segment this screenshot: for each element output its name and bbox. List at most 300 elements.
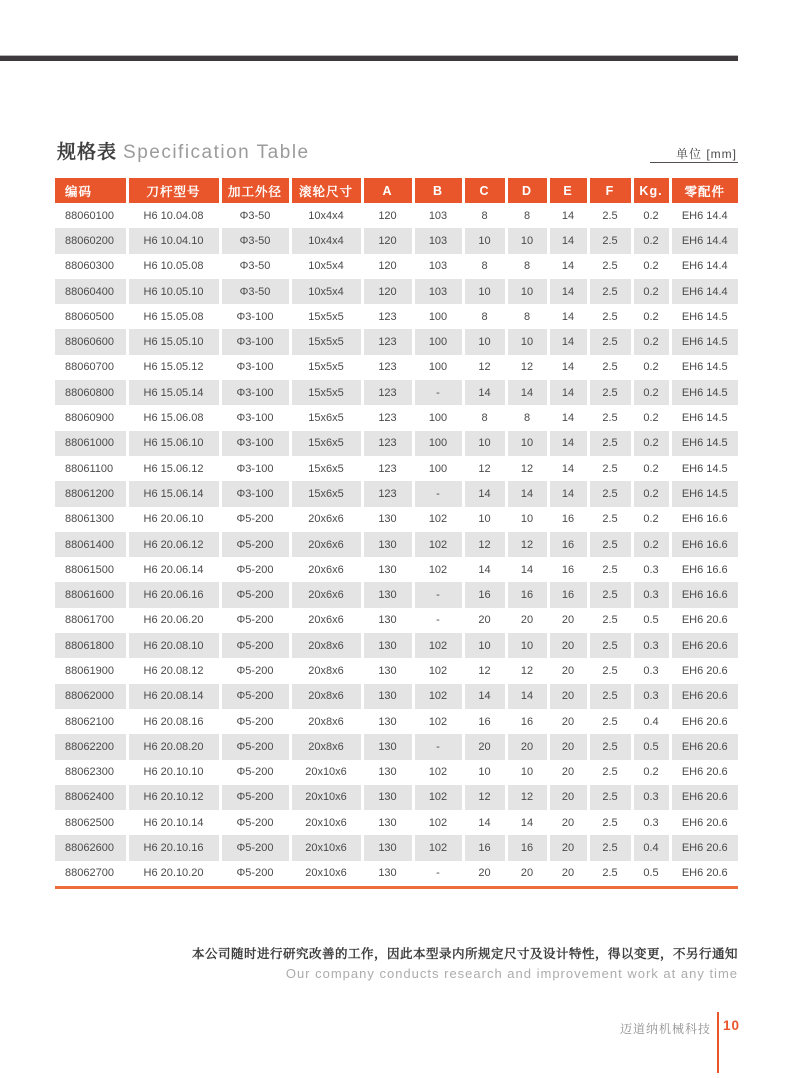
table-cell: 130 xyxy=(362,658,413,683)
table-cell: H6 20.08.20 xyxy=(127,734,220,759)
table-cell: 88061000 xyxy=(55,431,127,456)
table-cell: 100 xyxy=(413,456,463,481)
disclaimer xyxy=(192,944,738,981)
table-cell: Φ5-200 xyxy=(220,785,290,810)
table-cell: 0.2 xyxy=(632,405,670,430)
table-row xyxy=(55,481,738,506)
table-cell: 130 xyxy=(362,557,413,582)
table-cell: Φ3-50 xyxy=(220,279,290,304)
table-cell: 14 xyxy=(463,557,506,582)
table-cell: 12 xyxy=(463,355,506,380)
table-row xyxy=(55,810,738,835)
table-cell: 0.2 xyxy=(632,203,670,228)
table-cell: EH6 14.4 xyxy=(670,228,738,253)
table-cell: 0.4 xyxy=(632,709,670,734)
table-cell: 20 xyxy=(548,760,588,785)
table-cell: 0.2 xyxy=(632,760,670,785)
spec-table xyxy=(55,178,738,886)
table-cell: 10x4x4 xyxy=(290,228,362,253)
table-cell: H6 20.10.16 xyxy=(127,835,220,860)
table-cell: 2.5 xyxy=(588,633,632,658)
table-row xyxy=(55,532,738,557)
table-cell: 130 xyxy=(362,734,413,759)
table-cell: 16 xyxy=(463,582,506,607)
disclaimer-en: Our company conducts research and improvement work at any time xyxy=(285,966,738,981)
table-cell: H6 10.05.10 xyxy=(127,279,220,304)
table-cell: 10 xyxy=(463,431,506,456)
table-cell: 0.3 xyxy=(632,785,670,810)
table-cell: 2.5 xyxy=(588,456,632,481)
table-cell: H6 20.06.10 xyxy=(127,507,220,532)
table-cell: 0.2 xyxy=(632,380,670,405)
table-cell: 20 xyxy=(548,658,588,683)
table-cell: Φ5-200 xyxy=(220,734,290,759)
table-cell: 103 xyxy=(413,203,463,228)
table-cell: 102 xyxy=(413,760,463,785)
table-cell: 16 xyxy=(548,507,588,532)
table-cell: 20x6x6 xyxy=(290,557,362,582)
table-cell: H6 20.10.14 xyxy=(127,810,220,835)
table-cell: 2.5 xyxy=(588,532,632,557)
table-cell: 10x5x4 xyxy=(290,254,362,279)
table-cell: Φ5-200 xyxy=(220,633,290,658)
table-cell: 20 xyxy=(463,861,506,886)
table-cell: 20x8x6 xyxy=(290,684,362,709)
table-cell: 100 xyxy=(413,304,463,329)
table-cell: Φ3-50 xyxy=(220,254,290,279)
table-cell: H6 15.05.10 xyxy=(127,329,220,354)
table-cell: EH6 20.6 xyxy=(681,715,728,728)
table-cell: 100 xyxy=(413,329,463,354)
table-cell: 14 xyxy=(506,481,548,506)
table-cell: 20x10x6 xyxy=(290,785,362,810)
table-row xyxy=(55,456,738,481)
table-cell: EH6 14.5 xyxy=(670,380,738,405)
table-cell: H6 20.08.16 xyxy=(127,709,220,734)
table-cell: 14 xyxy=(548,254,588,279)
table-cell: 88061500 xyxy=(55,557,127,582)
table-cell: 123 xyxy=(362,431,413,456)
table-cell: 103 xyxy=(413,279,463,304)
table-cell: 20 xyxy=(548,734,588,759)
table-cell: 14 xyxy=(463,684,506,709)
table-cell: 2.5 xyxy=(588,810,632,835)
table-cell: 12 xyxy=(463,658,506,683)
table-cell: 20 xyxy=(506,608,548,633)
table-cell: 16 xyxy=(506,835,548,860)
table-cell: 16 xyxy=(506,709,548,734)
table-cell: 2.5 xyxy=(588,405,632,430)
table-cell: 0.2 xyxy=(632,507,670,532)
table-cell: EH6 14.4 xyxy=(681,209,728,222)
table-cell: 88061700 xyxy=(55,608,127,633)
table-cell: 14 xyxy=(548,355,588,380)
table-cell: 0.4 xyxy=(632,835,670,860)
table-cell: 88060100 xyxy=(55,203,127,228)
table-cell: 0.3 xyxy=(632,557,670,582)
table-cell: 2.5 xyxy=(588,684,632,709)
table-row xyxy=(55,734,738,759)
table-cell: 16 xyxy=(548,557,588,582)
table-cell: 20x6x6 xyxy=(290,507,362,532)
table-cell: 20 xyxy=(506,861,548,886)
table-cell: - xyxy=(413,861,463,886)
table-cell: Φ5-200 xyxy=(220,532,290,557)
table-cell: 14 xyxy=(548,481,588,506)
table-cell: 10 xyxy=(463,279,506,304)
table-cell: 100 xyxy=(413,355,463,380)
table-cell: 123 xyxy=(362,304,413,329)
table-cell: EH6 16.6 xyxy=(670,582,738,607)
table-cell: 20x10x6 xyxy=(290,835,362,860)
table-cell: 16 xyxy=(548,582,588,607)
table-cell: EH6 20.6 xyxy=(681,766,728,779)
page-number: 10 xyxy=(723,1018,741,1033)
column-header: B xyxy=(413,178,463,203)
table-cell: 14 xyxy=(463,380,506,405)
table-cell: 2.5 xyxy=(588,785,632,810)
table-cell: 8 xyxy=(506,304,548,329)
table-row xyxy=(55,684,738,709)
table-cell: EH6 14.5 xyxy=(681,412,728,425)
table-cell: 88060600 xyxy=(55,329,127,354)
table-cell: 2.5 xyxy=(588,279,632,304)
table-cell: 12 xyxy=(506,355,548,380)
table-cell: - xyxy=(413,481,463,506)
table-cell: 8 xyxy=(463,203,506,228)
table-cell: 10 xyxy=(506,431,548,456)
table-cell: 10 xyxy=(506,329,548,354)
table-cell: 100 xyxy=(413,405,463,430)
table-cell: Φ5-200 xyxy=(220,810,290,835)
table-cell: 10 xyxy=(463,228,506,253)
table-cell: H6 15.05.14 xyxy=(127,380,220,405)
table-cell: 103 xyxy=(413,228,463,253)
table-cell: Φ5-200 xyxy=(220,760,290,785)
table-cell: 130 xyxy=(362,810,413,835)
table-cell: 0.3 xyxy=(632,684,670,709)
table-cell: EH6 14.4 xyxy=(670,279,738,304)
table-cell: 2.5 xyxy=(588,329,632,354)
table-cell: 102 xyxy=(413,810,463,835)
table-cell: 15x6x5 xyxy=(290,405,362,430)
table-cell: 10 xyxy=(506,279,548,304)
table-cell: H6 20.10.12 xyxy=(127,785,220,810)
table-cell: 8 xyxy=(506,203,548,228)
table-cell: 14 xyxy=(548,431,588,456)
table-row xyxy=(55,355,738,380)
table-cell: 120 xyxy=(362,228,413,253)
table-cell: 20x6x6 xyxy=(290,608,362,633)
table-cell: 130 xyxy=(362,633,413,658)
table-cell: 102 xyxy=(413,684,463,709)
table-cell: 102 xyxy=(413,835,463,860)
table-cell: 88062400 xyxy=(55,785,127,810)
column-header: D xyxy=(506,178,548,203)
table-cell: - xyxy=(413,734,463,759)
table-cell: 14 xyxy=(506,557,548,582)
table-row xyxy=(55,861,738,886)
footer-company-name: 迈道纳机械科技 xyxy=(619,1022,711,1036)
table-cell: 0.3 xyxy=(632,582,670,607)
page-title-en: Specification Table xyxy=(123,142,310,163)
top-rule xyxy=(0,55,738,61)
table-cell: H6 20.06.16 xyxy=(127,582,220,607)
table-cell: 0.5 xyxy=(632,734,670,759)
table-cell: 14 xyxy=(506,810,548,835)
table-cell: 88061400 xyxy=(55,532,127,557)
table-cell: 0.3 xyxy=(632,810,670,835)
table-cell: 20 xyxy=(506,734,548,759)
table-cell: 88061300 xyxy=(55,507,127,532)
table-cell: 20 xyxy=(463,734,506,759)
column-header: 滚轮尺寸 xyxy=(290,178,362,203)
table-row xyxy=(55,557,738,582)
table-cell: EH6 14.5 xyxy=(681,310,728,323)
table-cell: 20 xyxy=(548,608,588,633)
table-cell: Φ3-100 xyxy=(220,380,290,405)
table-cell: H6 20.08.14 xyxy=(127,684,220,709)
table-cell: 2.5 xyxy=(588,861,632,886)
table-cell: 2.5 xyxy=(588,507,632,532)
column-header: 加工外径 xyxy=(220,178,290,203)
table-row xyxy=(55,835,738,860)
table-cell: 0.2 xyxy=(632,355,670,380)
table-cell: 102 xyxy=(413,557,463,582)
table-cell: 16 xyxy=(548,532,588,557)
table-row xyxy=(55,785,738,810)
table-cell: 12 xyxy=(506,456,548,481)
table-cell: 12 xyxy=(506,785,548,810)
table-cell: 0.5 xyxy=(632,861,670,886)
table-cell: 20x8x6 xyxy=(290,633,362,658)
table-cell: 2.5 xyxy=(588,582,632,607)
table-cell: 130 xyxy=(362,608,413,633)
table-cell: 8 xyxy=(463,254,506,279)
table-cell: 10 xyxy=(463,329,506,354)
table-cell: 88060800 xyxy=(55,380,127,405)
table-cell: 20x6x6 xyxy=(290,532,362,557)
table-cell: 2.5 xyxy=(588,835,632,860)
table-cell: 20x10x6 xyxy=(290,810,362,835)
table-cell: H6 10.05.08 xyxy=(127,254,220,279)
table-cell: Φ3-100 xyxy=(220,431,290,456)
table-cell: Φ3-100 xyxy=(220,481,290,506)
table-cell: 20 xyxy=(548,709,588,734)
table-cell: 0.2 xyxy=(632,304,670,329)
table-cell: 0.2 xyxy=(632,329,670,354)
table-cell: 123 xyxy=(362,329,413,354)
table-cell: Φ3-100 xyxy=(220,329,290,354)
table-cell: 14 xyxy=(548,456,588,481)
table-cell: Φ5-200 xyxy=(220,861,290,886)
table-cell: 2.5 xyxy=(588,203,632,228)
table-cell: 10x4x4 xyxy=(290,203,362,228)
column-header: C xyxy=(463,178,506,203)
footer-divider xyxy=(717,1012,719,1073)
column-header: F xyxy=(588,178,632,203)
table-cell: 0.3 xyxy=(632,633,670,658)
table-cell: 2.5 xyxy=(588,304,632,329)
table-cell: Φ5-200 xyxy=(220,709,290,734)
table-cell: 8 xyxy=(506,254,548,279)
table-cell: 15x5x5 xyxy=(290,329,362,354)
table-cell: 2.5 xyxy=(588,228,632,253)
column-header: 刀杆型号 xyxy=(127,178,220,203)
table-cell: Φ5-200 xyxy=(220,658,290,683)
table-cell: 14 xyxy=(548,203,588,228)
table-cell: H6 20.06.14 xyxy=(127,557,220,582)
table-cell: 130 xyxy=(362,684,413,709)
table-cell: Φ3-50 xyxy=(220,228,290,253)
table-header-row xyxy=(55,178,738,203)
table-cell: 16 xyxy=(463,835,506,860)
table-cell: 102 xyxy=(413,507,463,532)
table-cell: 12 xyxy=(463,456,506,481)
table-cell: Φ5-200 xyxy=(220,557,290,582)
spec-table-body xyxy=(55,203,738,886)
table-cell: EH6 14.5 xyxy=(670,481,738,506)
table-cell: 130 xyxy=(362,507,413,532)
table-cell: 15x5x5 xyxy=(290,304,362,329)
table-cell: 0.3 xyxy=(632,658,670,683)
table-cell: 88062100 xyxy=(55,709,127,734)
table-cell: 88061200 xyxy=(55,481,127,506)
table-cell: EH6 14.5 xyxy=(670,431,738,456)
table-cell: 10 xyxy=(506,507,548,532)
unit-underline xyxy=(650,162,738,163)
table-cell: 20 xyxy=(548,835,588,860)
table-cell: 88062000 xyxy=(55,684,127,709)
table-cell: Φ3-100 xyxy=(220,456,290,481)
table-cell: 0.2 xyxy=(632,279,670,304)
table-cell: 12 xyxy=(506,658,548,683)
table-cell: 14 xyxy=(548,304,588,329)
table-cell: EH6 14.5 xyxy=(670,329,738,354)
table-cell: 2.5 xyxy=(588,760,632,785)
table-cell: 10 xyxy=(506,228,548,253)
table-cell: H6 10.04.08 xyxy=(127,203,220,228)
table-cell: 0.2 xyxy=(632,254,670,279)
table-cell: EH6 14.5 xyxy=(681,462,728,475)
table-cell: 0.2 xyxy=(632,532,670,557)
table-cell: H6 10.04.10 xyxy=(127,228,220,253)
table-row xyxy=(55,633,738,658)
table-cell: H6 20.10.10 xyxy=(127,760,220,785)
table-cell: 20 xyxy=(548,861,588,886)
table-cell: 123 xyxy=(362,481,413,506)
table-cell: 88062500 xyxy=(55,810,127,835)
table-row xyxy=(55,203,738,228)
table-row xyxy=(55,405,738,430)
table-cell: H6 15.06.14 xyxy=(127,481,220,506)
table-cell: 14 xyxy=(548,228,588,253)
table-cell: 130 xyxy=(362,785,413,810)
table-row xyxy=(55,760,738,785)
table-row xyxy=(55,658,738,683)
table-cell: EH6 20.6 xyxy=(670,734,738,759)
table-cell: H6 15.05.08 xyxy=(127,304,220,329)
table-cell: 14 xyxy=(548,380,588,405)
table-cell: H6 20.06.12 xyxy=(127,532,220,557)
table-cell: 2.5 xyxy=(588,658,632,683)
spec-table-wrap xyxy=(55,178,738,889)
table-cell: 16 xyxy=(463,709,506,734)
table-cell: 123 xyxy=(362,456,413,481)
table-cell: 88062600 xyxy=(55,835,127,860)
table-cell: 103 xyxy=(413,254,463,279)
table-cell: 2.5 xyxy=(588,734,632,759)
table-row xyxy=(55,709,738,734)
table-cell: - xyxy=(413,608,463,633)
table-cell: 20 xyxy=(463,608,506,633)
table-cell: 14 xyxy=(506,380,548,405)
table-cell: 100 xyxy=(413,431,463,456)
table-cell: 2.5 xyxy=(588,481,632,506)
table-row xyxy=(55,380,738,405)
table-cell: 15x6x5 xyxy=(290,456,362,481)
table-cell: H6 15.06.10 xyxy=(127,431,220,456)
table-row xyxy=(55,608,738,633)
table-cell: EH6 20.6 xyxy=(670,684,738,709)
table-cell: 88061800 xyxy=(55,633,127,658)
table-cell: EH6 20.6 xyxy=(681,614,728,627)
table-cell: EH6 16.6 xyxy=(670,532,738,557)
table-row xyxy=(55,582,738,607)
table-cell: EH6 20.6 xyxy=(670,835,738,860)
table-cell: 15x5x5 xyxy=(290,355,362,380)
table-cell: 2.5 xyxy=(588,380,632,405)
table-cell: 123 xyxy=(362,355,413,380)
table-cell: 88062700 xyxy=(55,861,127,886)
table-cell: 14 xyxy=(506,684,548,709)
table-cell: 20x10x6 xyxy=(290,861,362,886)
table-cell: 20 xyxy=(548,684,588,709)
table-cell: - xyxy=(413,582,463,607)
table-cell: 88060700 xyxy=(55,355,127,380)
table-cell: 8 xyxy=(463,405,506,430)
table-cell: 14 xyxy=(548,405,588,430)
table-cell: 8 xyxy=(463,304,506,329)
table-cell: - xyxy=(413,380,463,405)
table-row xyxy=(55,507,738,532)
table-cell: 120 xyxy=(362,203,413,228)
table-cell: 120 xyxy=(362,279,413,304)
table-cell: 0.2 xyxy=(632,431,670,456)
table-cell: 88060500 xyxy=(55,304,127,329)
table-row xyxy=(55,329,738,354)
table-cell: 130 xyxy=(362,709,413,734)
table-cell: Φ3-100 xyxy=(220,355,290,380)
table-cell: Φ5-200 xyxy=(220,684,290,709)
table-cell: Φ3-100 xyxy=(220,405,290,430)
table-cell: 20x8x6 xyxy=(290,658,362,683)
table-cell: 2.5 xyxy=(588,557,632,582)
table-cell: 20x10x6 xyxy=(290,760,362,785)
table-cell: 0.2 xyxy=(632,456,670,481)
table-cell: 88061100 xyxy=(55,456,127,481)
table-cell: Φ3-100 xyxy=(220,304,290,329)
table-cell: EH6 20.6 xyxy=(681,664,728,677)
table-cell: EH6 20.6 xyxy=(681,867,728,880)
column-header: Kg. xyxy=(632,178,670,203)
table-cell: Φ5-200 xyxy=(220,608,290,633)
table-cell: 10 xyxy=(463,507,506,532)
column-header: E xyxy=(548,178,588,203)
page-title-zh: 规格表 xyxy=(57,142,118,163)
table-cell: H6 15.05.12 xyxy=(127,355,220,380)
table-cell: 14 xyxy=(463,481,506,506)
